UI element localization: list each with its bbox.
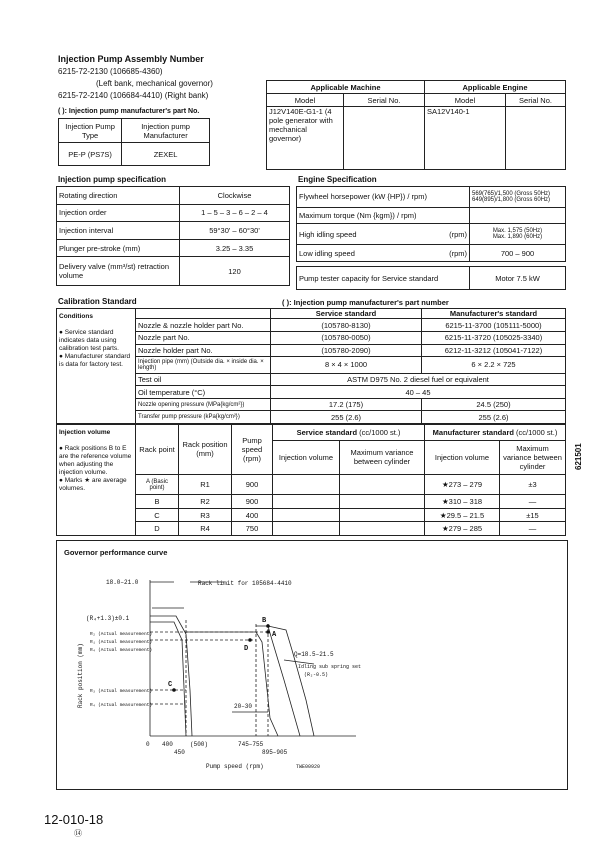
mfr-var: ±15	[500, 508, 566, 522]
point-b-marker	[266, 624, 270, 628]
cal-label: Nozzle holder part No.	[136, 344, 271, 357]
rack-pos: R4	[179, 522, 232, 536]
point-a-label: A	[272, 631, 277, 639]
cal-service: (105780-0050)	[271, 331, 422, 344]
engine-model-header: Model	[425, 94, 506, 107]
flywheel-label: Flywheel horsepower (kW {HP}) / rpm)	[297, 187, 470, 208]
cal-mfr: 24.5 (250)	[422, 398, 566, 411]
service-vol	[273, 522, 340, 536]
rack-pos-header: Rack position (mm)	[179, 425, 232, 475]
applicable-engine-header: Applicable Engine	[425, 81, 566, 94]
doc-title: Injection Pump Assembly Number	[58, 54, 204, 64]
figure-code: TWE00920	[296, 764, 321, 770]
mfr-vol: ★29.5 – 21.5	[425, 508, 500, 522]
pump-spec-title: Injection pump specification	[58, 175, 167, 184]
assembly-line-1: 6215-72-2130 (106685-4360)	[58, 67, 163, 76]
pump-speed: 900	[232, 474, 273, 494]
injection-volume-table	[56, 424, 566, 536]
rack-point: A (Basic point)	[136, 474, 179, 494]
spec-label: Rotating direction	[57, 187, 180, 205]
r4-label: R₄ (Actual measurement)	[90, 648, 153, 653]
high-idle-value-2: Max. 1,890 (60Hz)	[492, 234, 543, 241]
cal-service: 17.2 (175)	[271, 398, 422, 411]
tester-label: Pump tester capacity for Service standard	[297, 267, 470, 290]
mfr-header: Manufacturer standard	[432, 427, 514, 437]
low-idle-label: Low idling speed	[299, 248, 355, 258]
x-tick-500: (500)	[190, 741, 209, 748]
service-var	[340, 508, 425, 522]
low-idle-unit: (rpm)	[449, 248, 467, 258]
calibration-title: Calibration Standard	[58, 297, 137, 306]
cal-mfr: 6215-11-3700 (105111-5000)	[422, 319, 566, 332]
low-idle-value: 700 – 900	[470, 245, 566, 262]
rack-point: D	[136, 522, 179, 536]
cal-service: (105780-2090)	[271, 344, 422, 357]
assembly-line-2: (Left bank, mechanical governor)	[96, 79, 213, 88]
mfr-vol-header: Injection volume	[425, 440, 500, 474]
page-number: 12-010-18	[44, 812, 104, 827]
r4-plus-label: (R₄+1.3)±0.1	[86, 615, 130, 622]
rack-pos: R2	[179, 495, 232, 509]
cal-service: 40 – 45	[271, 386, 566, 399]
pump-type-header: Injection Pump Type	[59, 119, 122, 143]
rack-point: B	[136, 495, 179, 509]
spec-label: Injection order	[57, 204, 180, 222]
x-tick-0: 0	[146, 741, 150, 748]
governor-curve-left-2	[150, 622, 186, 736]
cal-service: ASTM D975 No. 2 diesel fuel or equivalent	[271, 373, 566, 386]
cal-service: (105780-8130)	[271, 319, 422, 332]
service-var-header: Maximum variance between cylinder	[340, 440, 425, 474]
rack-point-header: Rack point	[136, 425, 179, 475]
service-vol	[273, 495, 340, 509]
rack-pos: R3	[179, 508, 232, 522]
pump-type-table	[58, 118, 210, 166]
cal-label: Nozzle part No.	[136, 331, 271, 344]
pump-speed-header: Pump speed (rpm)	[232, 425, 273, 475]
point-c-label: C	[168, 681, 173, 689]
service-header: Service standard	[296, 427, 358, 437]
cal-label: Injection pipe (mm) (Outside dia. × inside dia. × length)	[136, 357, 271, 374]
tester-table	[296, 266, 566, 290]
applicable-machine-header: Applicable Machine	[267, 81, 425, 94]
sub-spring-label: Idling sub spring set	[298, 664, 362, 670]
flywheel-value-1: 569(765)/1,500 (Gross 50Hz)	[472, 190, 551, 197]
cal-label: Nozzle & nozzle holder part No.	[136, 319, 271, 332]
spec-value: 120	[180, 257, 290, 286]
service-std-header: Service standard	[271, 309, 422, 319]
pump-mfr-value: ZEXEL	[122, 143, 210, 166]
service-var	[340, 522, 425, 536]
x-tick-745: 745–755	[238, 741, 264, 748]
pump-type-value: PE-P (PS7S)	[59, 143, 122, 166]
cal-service: 255 (2.6)	[271, 411, 422, 424]
governor-curve-mid	[186, 632, 278, 736]
engine-spec-table	[296, 186, 566, 262]
mfr-var: —	[500, 522, 566, 536]
x-tick-895: 895–905	[262, 749, 288, 756]
cal-mfr: 6 × 2.2 × 725	[422, 357, 566, 374]
service-vol-header: Injection volume	[273, 440, 340, 474]
service-vol	[273, 508, 340, 522]
point-b-label: B	[262, 617, 267, 625]
spec-value: Clockwise	[180, 187, 290, 205]
rack-point: C	[136, 508, 179, 522]
mfr-var-header: Maximum variance between cylinder	[500, 440, 566, 474]
part-note: ( ): Injection pump manufacturer's part No.	[58, 108, 200, 115]
high-idle-value-1: Max. 1,575 (50Hz)	[492, 228, 543, 235]
r2-label: R₂ (Actual measurement)	[90, 632, 153, 637]
injection-volume-heading: Injection volume	[59, 429, 111, 436]
cal-label: Transfer pump pressure (kPa{kg/cm²})	[136, 411, 271, 424]
rack-limit-label: Rack limit for 105684-4410	[198, 580, 292, 587]
rack-pos: R1	[179, 474, 232, 494]
service-var	[340, 495, 425, 509]
assembly-line-3: 6215-72-2140 (106684-4410) (Right bank)	[58, 91, 209, 100]
machine-serial-header: Serial No.	[344, 94, 425, 107]
machine-model-value: J12V140E-G1-1 (4 pole generator with mechanical governor)	[267, 107, 344, 170]
engine-model-value: SA12V140-1	[425, 107, 506, 170]
rack-note: ● Rack positions B to E are the reference volume when adjusting the injection volume.	[59, 445, 132, 476]
r3-label: R₃ (Actual measurement)	[90, 689, 153, 694]
mfr-var: —	[500, 495, 566, 509]
y-axis-label: Rack position (mm)	[77, 643, 84, 708]
mfr-unit: (cc/1000 st.)	[516, 427, 558, 437]
page-sub-number: ⑭	[74, 829, 82, 838]
spec-value: 59°30' – 60°30'	[180, 222, 290, 240]
calibration-table	[56, 308, 566, 424]
high-idle-label: High idling speed	[299, 229, 357, 239]
rack-limit-value: 18.0–21.0	[106, 579, 139, 586]
governor-curve-right	[256, 626, 300, 736]
service-unit: (cc/1000 st.)	[359, 427, 401, 437]
side-code: 621501	[574, 443, 583, 470]
cal-label: Nozzle opening pressure (MPa{kg/cm²})	[136, 398, 271, 411]
r1-label: R₁ (Actual measurement)	[90, 640, 153, 645]
mfr-std-note: ● Manufacturer standard is data for factory test.	[59, 353, 131, 368]
q-label: Q=18.5–21.5	[294, 651, 334, 658]
engine-serial-header: Serial No.	[506, 94, 566, 107]
pump-mfr-header: Injection pump Manufacturer	[122, 119, 210, 143]
cal-mfr: 6212-11-3212 (105041-7122)	[422, 344, 566, 357]
service-vol	[273, 474, 340, 494]
calibration-note: ( ): Injection pump manufacturer's part number	[282, 298, 449, 307]
high-idle-unit: (rpm)	[449, 229, 467, 239]
x-axis-label: Pump speed (rpm)	[206, 763, 264, 770]
service-std-note: ● Service standard indicates data using calibration test parts.	[59, 329, 119, 352]
x-tick-450: 450	[174, 749, 185, 756]
point-d-label: D	[244, 645, 249, 653]
service-var	[340, 474, 425, 494]
mfr-vol: ★310 – 318	[425, 495, 500, 509]
mfr-vol: ★279 – 285	[425, 522, 500, 536]
tester-value: Motor 7.5 kW	[470, 267, 566, 290]
cal-label: Oil temperature (°C)	[136, 386, 271, 399]
point-c-marker	[172, 688, 176, 692]
governor-curve-diagram	[56, 540, 566, 788]
mfr-vol: ★273 – 279	[425, 474, 500, 494]
spec-label: Injection interval	[57, 222, 180, 240]
governor-title: Governor performance curve	[64, 548, 168, 557]
flywheel-value-2: 649(895)/1,800 (Gross 60Hz)	[472, 196, 551, 203]
pump-speed: 750	[232, 522, 273, 536]
pump-speed: 400	[232, 508, 273, 522]
point-d-marker	[248, 638, 252, 642]
cal-mfr: 6215-11-3720 (105025-3340)	[422, 331, 566, 344]
cal-service: 8 × 4 × 1000	[271, 357, 422, 374]
average-note: ● Marks ★ are average volumes.	[59, 477, 127, 492]
conditions-heading: Conditions	[59, 313, 93, 320]
mfr-var: ±3	[500, 474, 566, 494]
dim-label: 20–30	[234, 703, 253, 710]
spec-label: Delivery valve (mm³/st) retraction volume	[57, 257, 180, 286]
applicable-table	[266, 80, 566, 170]
spec-label: Plunger pre-stroke (mm)	[57, 239, 180, 257]
sub-spring-value: (R₂-0.5)	[304, 672, 329, 678]
cal-label: Test oil	[136, 373, 271, 386]
spec-value: 3.25 – 3.35	[180, 239, 290, 257]
governor-curve-far	[268, 626, 314, 736]
r4-actual-label: R₄ (Actual measurement)	[90, 703, 153, 708]
torque-label: Maximum torque (Nm {kgm}) / rpm)	[297, 207, 470, 224]
point-a-marker	[266, 630, 270, 634]
spec-value: 1 – 5 – 3 – 6 – 2 – 4	[180, 204, 290, 222]
x-tick-400: 400	[162, 741, 173, 748]
cal-mfr: 255 (2.6)	[422, 411, 566, 424]
pump-speed: 900	[232, 495, 273, 509]
machine-model-header: Model	[267, 94, 344, 107]
engine-spec-title: Engine Specification	[298, 175, 377, 184]
pump-spec-table	[56, 186, 290, 286]
mfr-std-header: Manufacturer's standard	[422, 309, 566, 319]
